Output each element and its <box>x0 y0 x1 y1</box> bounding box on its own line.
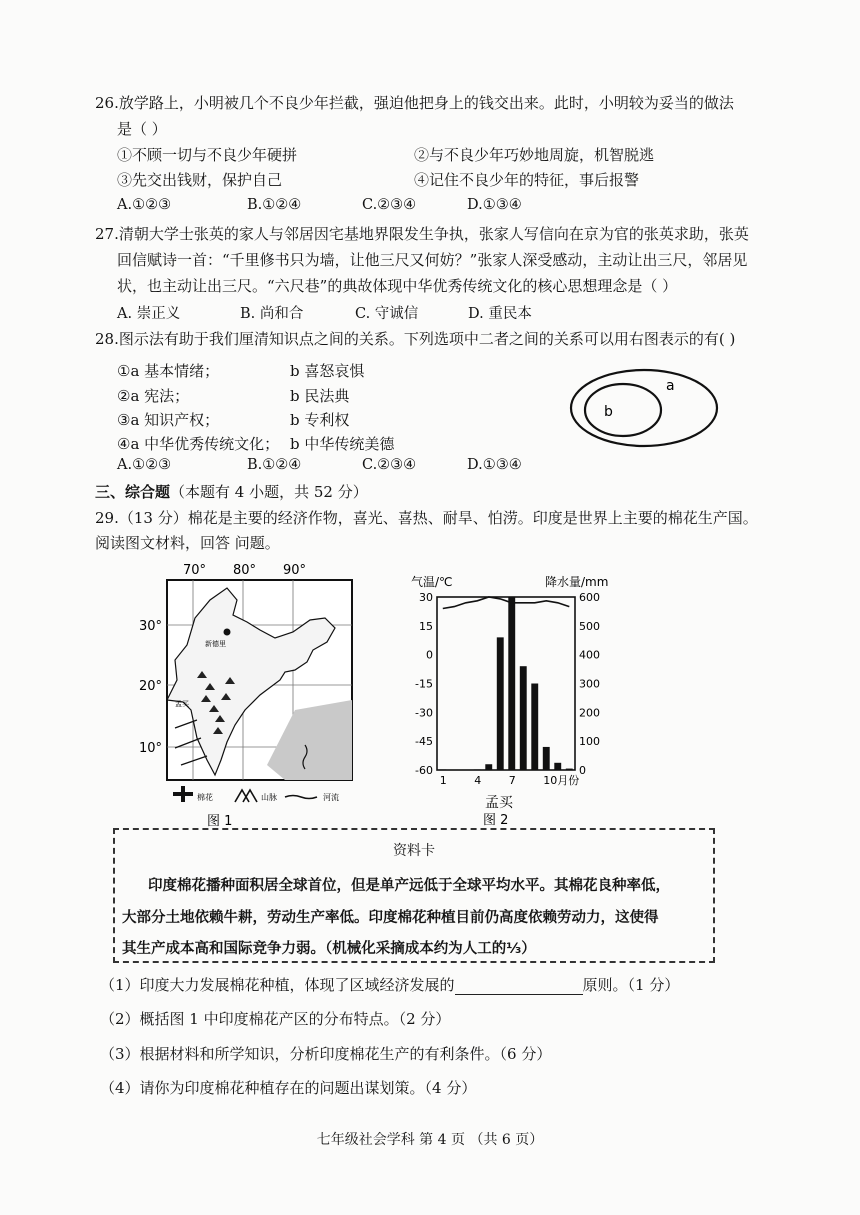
q26-option-3: ③先交出钱财，保护自己 <box>117 171 283 189</box>
temp-axis-title: 气温/℃ <box>411 575 453 589</box>
q28-row1-a: ①a 基本情绪； <box>117 362 220 380</box>
station-name: 孟买 <box>485 795 513 811</box>
precip-bar <box>543 747 550 770</box>
new-delhi-label: 新德里 <box>205 640 226 648</box>
lat-label-30: 30° <box>139 619 163 634</box>
q28-row2-a: ②a 宪法； <box>117 387 190 405</box>
temp-tick-label: 15 <box>419 619 433 633</box>
q26-choice-c: C.②③④ <box>362 197 417 213</box>
answer-blank[interactable] <box>455 980 583 995</box>
lat-label-10: 10° <box>139 741 163 756</box>
month-tick-label: 4 <box>474 774 482 787</box>
q29-sub4: （4）请你为印度棉花种植存在的问题出谋划策。（4 分） <box>100 1079 477 1097</box>
precip-tick-label: 500 <box>579 619 600 633</box>
q28-row2-b: b 民法典 <box>290 387 350 405</box>
inner-label-b: b <box>604 404 613 420</box>
precip-bar <box>439 769 446 770</box>
lon-label-80: 80° <box>233 563 257 578</box>
q28-stem: 28.图示法有助于我们厘清知识点之间的关系。下列选项中二者之间的关系可以用右图表示的有( ) <box>95 330 736 348</box>
figure-1-caption: 图 1 <box>207 814 233 829</box>
precip-bar <box>531 684 538 771</box>
cotton-legend-icon <box>173 786 193 802</box>
precip-tick-label: 0 <box>579 764 586 777</box>
card-line-3: 其生产成本高和国际竞争力弱。（机械化采摘成本约为人工的⅓） <box>122 941 536 957</box>
venn-diagram <box>566 360 726 460</box>
q29-sub2: （2）概括图 1 中印度棉花产区的分布特点。（2 分） <box>100 1010 451 1028</box>
q29-stem-line2: 阅读图文材料，回答 问题。 <box>95 534 280 552</box>
legend-mountain: 山脉 <box>261 793 277 802</box>
precip-bar <box>474 769 481 770</box>
precip-bar <box>497 637 504 770</box>
q26-choice-d: D.①③④ <box>467 197 522 213</box>
q26-stem-line2: 是（ ） <box>117 120 167 138</box>
section-title: 三、综合题 <box>95 483 171 501</box>
new-delhi-dot <box>224 629 231 636</box>
q27-choice-b: B. 尚和合 <box>240 306 304 322</box>
map-legend <box>173 786 339 802</box>
temp-tick-label: -30 <box>415 706 433 720</box>
temperature-line <box>443 597 570 609</box>
legend-cotton: 棉花 <box>197 793 213 802</box>
precip-tick-label: 100 <box>579 735 600 749</box>
q28-row3-b: b 专利权 <box>290 411 350 429</box>
temp-tick-label: -15 <box>415 677 433 691</box>
q27-choice-c: C. 守诚信 <box>355 306 419 322</box>
precip-tick-label: 600 <box>579 591 600 604</box>
lat-label-20: 20° <box>139 679 163 694</box>
precip-tick-label: 400 <box>579 648 600 662</box>
figure-1-india-map <box>135 560 360 835</box>
precip-axis-title: 降水量/mm <box>545 575 609 589</box>
q28-choice-c: C.②③④ <box>362 457 417 473</box>
outer-ellipse-a <box>571 370 717 446</box>
q27-stem-line1: 27.清朝大学士张英的家人与邻居因宅基地界限发生争执，张家人写信向在京为官的张英求助，张英 <box>95 225 749 243</box>
temp-tick-label: 0 <box>426 648 433 662</box>
q26-option-4: ④记住不良少年的特征，事后报警 <box>414 171 640 189</box>
mountain-legend-icon <box>235 790 257 802</box>
precip-bar <box>554 763 561 770</box>
plot-frame <box>437 597 575 770</box>
q28-row1-b: b 喜怒哀惧 <box>290 362 365 380</box>
figure-2-caption: 图 2 <box>483 813 509 828</box>
q29-sub1 <box>100 975 679 995</box>
figure-2-climate-chart <box>395 570 625 835</box>
inner-ellipse-b <box>585 384 661 436</box>
q29-sub1-post: 原则。（1 分） <box>582 976 680 994</box>
card-line-2: 大部分土地依赖牛耕，劳动生产率低。印度棉花种植目前仍高度依赖劳动力，这使得 <box>122 910 659 926</box>
page-footer: 七年级社会学科 第 4 页 （共 6 页） <box>316 1132 544 1148</box>
precip-bars <box>439 597 572 770</box>
q27-stem-line2: 回信赋诗一首：“千里修书只为墙，让他三尺又何妨？”张家人深受感动，主动让出三尺，邻居见 <box>117 251 748 269</box>
q26-option-1: ①不顾一切与不良少年硬拼 <box>117 146 298 164</box>
lon-label-90: 90° <box>283 563 307 578</box>
data-card <box>113 828 715 963</box>
month-tick-label: 10月份 <box>543 774 580 787</box>
q27-choice-d: D. 重民本 <box>468 306 532 322</box>
q28-row4-a: ④a 中华优秀传统文化； <box>117 435 280 453</box>
q26-choice-b: B.①②④ <box>247 197 302 213</box>
q28-choice-d: D.①③④ <box>467 457 522 473</box>
precip-bar <box>508 597 515 770</box>
card-line-1: 印度棉花播种面积居全球首位，但是单产远低于全球平均水平。其棉花良种率低， <box>148 878 670 894</box>
precip-bar <box>485 764 492 770</box>
q28-choice-b: B.①②④ <box>247 457 302 473</box>
y-ticks <box>415 591 600 777</box>
q29-sub1-pre: （1）印度大力发展棉花种植，体现了区域经济发展的 <box>100 976 455 994</box>
q27-stem-line3: 状，也主动让出三尺。“六尺巷”的典故体现中华优秀传统文化的核心思想理念是（ ） <box>117 277 678 295</box>
x-ticks <box>440 774 580 787</box>
q26-choice-a: A.①②③ <box>117 197 172 213</box>
lon-label-70: 70° <box>183 563 207 578</box>
month-tick-label: 7 <box>508 774 516 787</box>
precip-bar <box>566 769 573 770</box>
temp-tick-label: 30 <box>419 591 433 604</box>
legend-river: 河流 <box>323 793 339 802</box>
precip-bar <box>520 666 527 770</box>
temp-tick-label: -60 <box>415 764 433 777</box>
q26-option-2: ②与不良少年巧妙地周旋，机智脱逃 <box>414 146 655 164</box>
precip-tick-label: 300 <box>579 677 600 691</box>
month-tick-label: 1 <box>439 774 447 787</box>
q28-row3-a: ③a 知识产权； <box>117 411 220 429</box>
river-legend-icon <box>285 796 317 799</box>
q28-choice-a: A.①②③ <box>117 457 172 473</box>
temp-tick-label: -45 <box>415 735 433 749</box>
q29-stem-line1: 29.（13 分）棉花是主要的经济作物，喜光、喜热、耐旱、怕涝。印度是世界上主要的棉花生产国。 <box>95 509 758 527</box>
q29-sub3: （3）根据材料和所学知识，分析印度棉花生产的有利条件。（6 分） <box>100 1045 552 1063</box>
precip-tick-label: 200 <box>579 706 600 720</box>
q28-row4-b: b 中华传统美德 <box>290 435 395 453</box>
mumbai-label: 孟买 <box>175 700 189 708</box>
card-title: 资料卡 <box>393 843 435 859</box>
section-heading <box>95 482 368 502</box>
section-note: （本题有 4 小题，共 52 分） <box>170 483 368 501</box>
q27-choice-a: A. 崇正义 <box>117 306 181 322</box>
q26-stem-line1: 26.放学路上，小明被几个不良少年拦截，强迫他把身上的钱交出来。此时，小明较为妥当的做法 <box>95 94 734 112</box>
outer-label-a: a <box>666 378 675 394</box>
